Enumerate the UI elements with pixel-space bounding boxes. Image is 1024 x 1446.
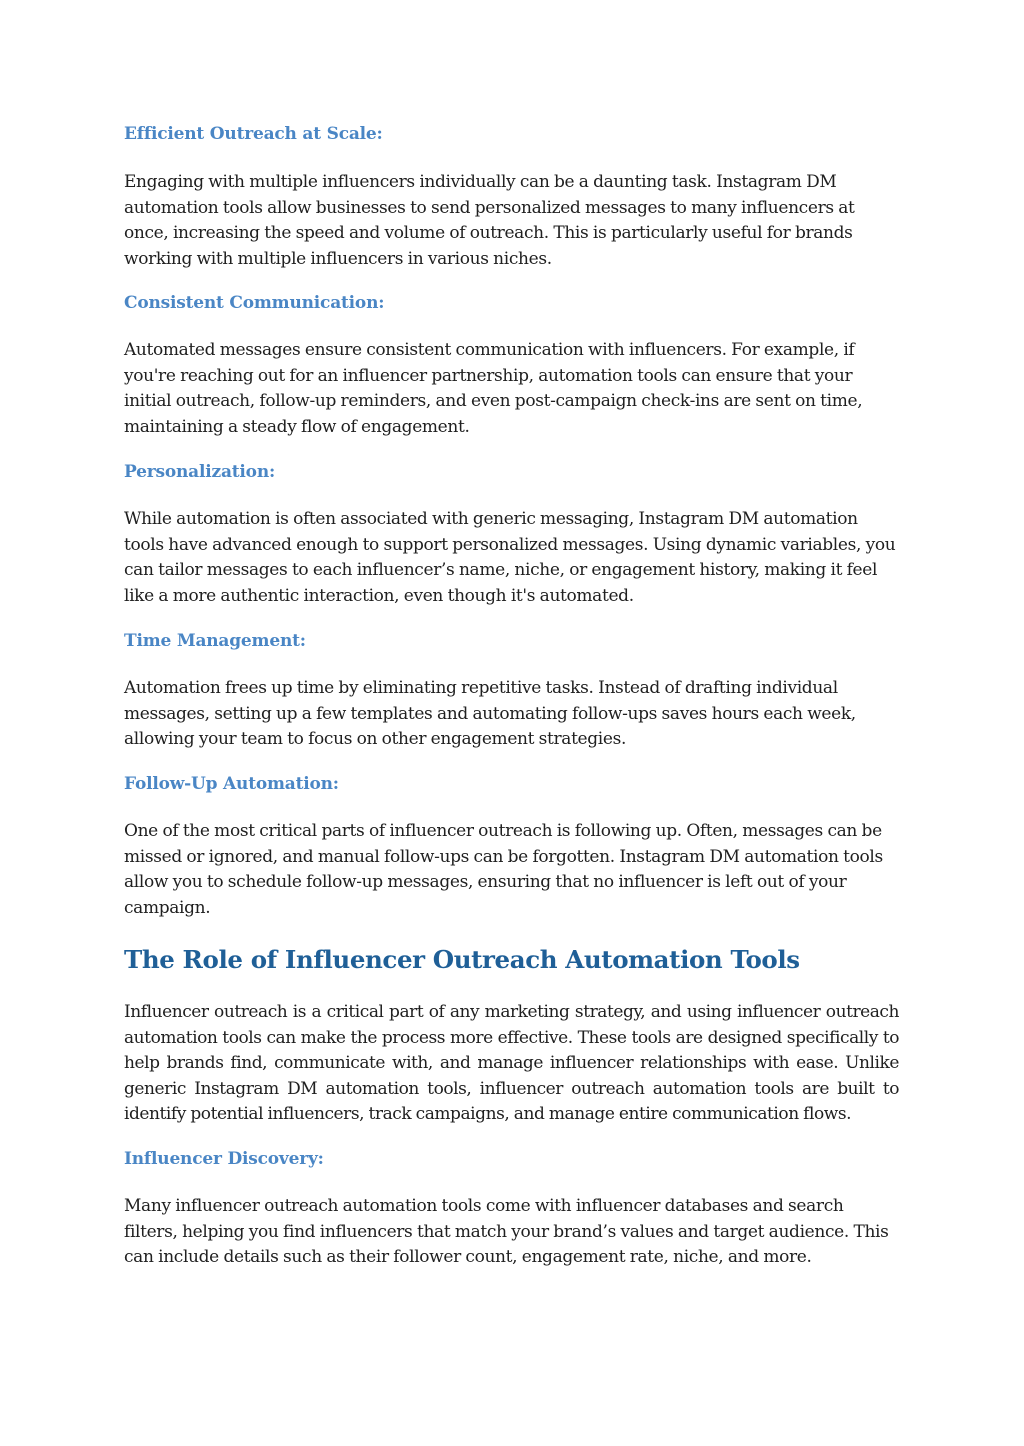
paragraph-consistent-communication: Automated messages ensure consistent communication with influencers. For example, if you're reaching out for an influencer partnership, automation tools can ensure that your initial outreach, follow-up reminders, and even post-campaign check-ins are sent on time, maintaining a steady flow of engagement. <box>124 340 863 437</box>
heading-influencer-discovery: Influencer Discovery: <box>124 1149 324 1169</box>
paragraph-follow-up-automation: One of the most critical parts of influencer outreach is following up. Often, messages can be missed or ignored, and manual follow-ups can be forgotten. Instagram DM automation tools allow you to schedule follow-up messages, ensuring that no influencer is left out of your campaign. <box>124 821 883 918</box>
heading-consistent-communication: Consistent Communication: <box>124 293 385 313</box>
paragraph-role-of-tools: Influencer outreach is a critical part of any marketing strategy, and using influencer outreach automation tools can make the process more effective. These tools are designed specifically to help brands find, communicate with, and manage influencer relationships with ease. Unlike generic Instagram DM automation tools, influencer outreach automation tools are built to identify potential influencers, track campaigns, and manage entire communication flows. <box>124 1002 899 1124</box>
heading-personalization: Personalization: <box>124 462 276 482</box>
paragraph-personalization: While automation is often associated with generic messaging, Instagram DM automation tools have advanced enough to support personalized messages. Using dynamic variables, you can tailor messages to each influencer’s name, niche, or engagement history, making it feel like a more authentic interaction, even though it's automated. <box>124 509 896 606</box>
heading-follow-up-automation: Follow-Up Automation: <box>124 774 339 794</box>
paragraph-time-management: Automation frees up time by eliminating repetitive tasks. Instead of drafting individual messages, setting up a few templates and automating follow-ups saves hours each week, allowing your team to focus on other engagement strategies. <box>124 678 856 749</box>
section-heading-role-of-tools: The Role of Influencer Outreach Automation Tools <box>124 945 800 974</box>
heading-time-management: Time Management: <box>124 631 306 651</box>
paragraph-influencer-discovery: Many influencer outreach automation tools come with influencer databases and search filters, helping you find influencers that match your brand’s values and target audience. This can include details such as their follower count, engagement rate, niche, and more. <box>124 1196 889 1267</box>
heading-efficient-outreach: Efficient Outreach at Scale: <box>124 124 383 144</box>
paragraph-efficient-outreach: Engaging with multiple influencers individually can be a daunting task. Instagram DM automation tools allow businesses to send personalized messages to many influencers at once, increasing the speed and volume of outreach. This is particularly useful for brands working with multiple influencers in various niches. <box>124 172 855 269</box>
